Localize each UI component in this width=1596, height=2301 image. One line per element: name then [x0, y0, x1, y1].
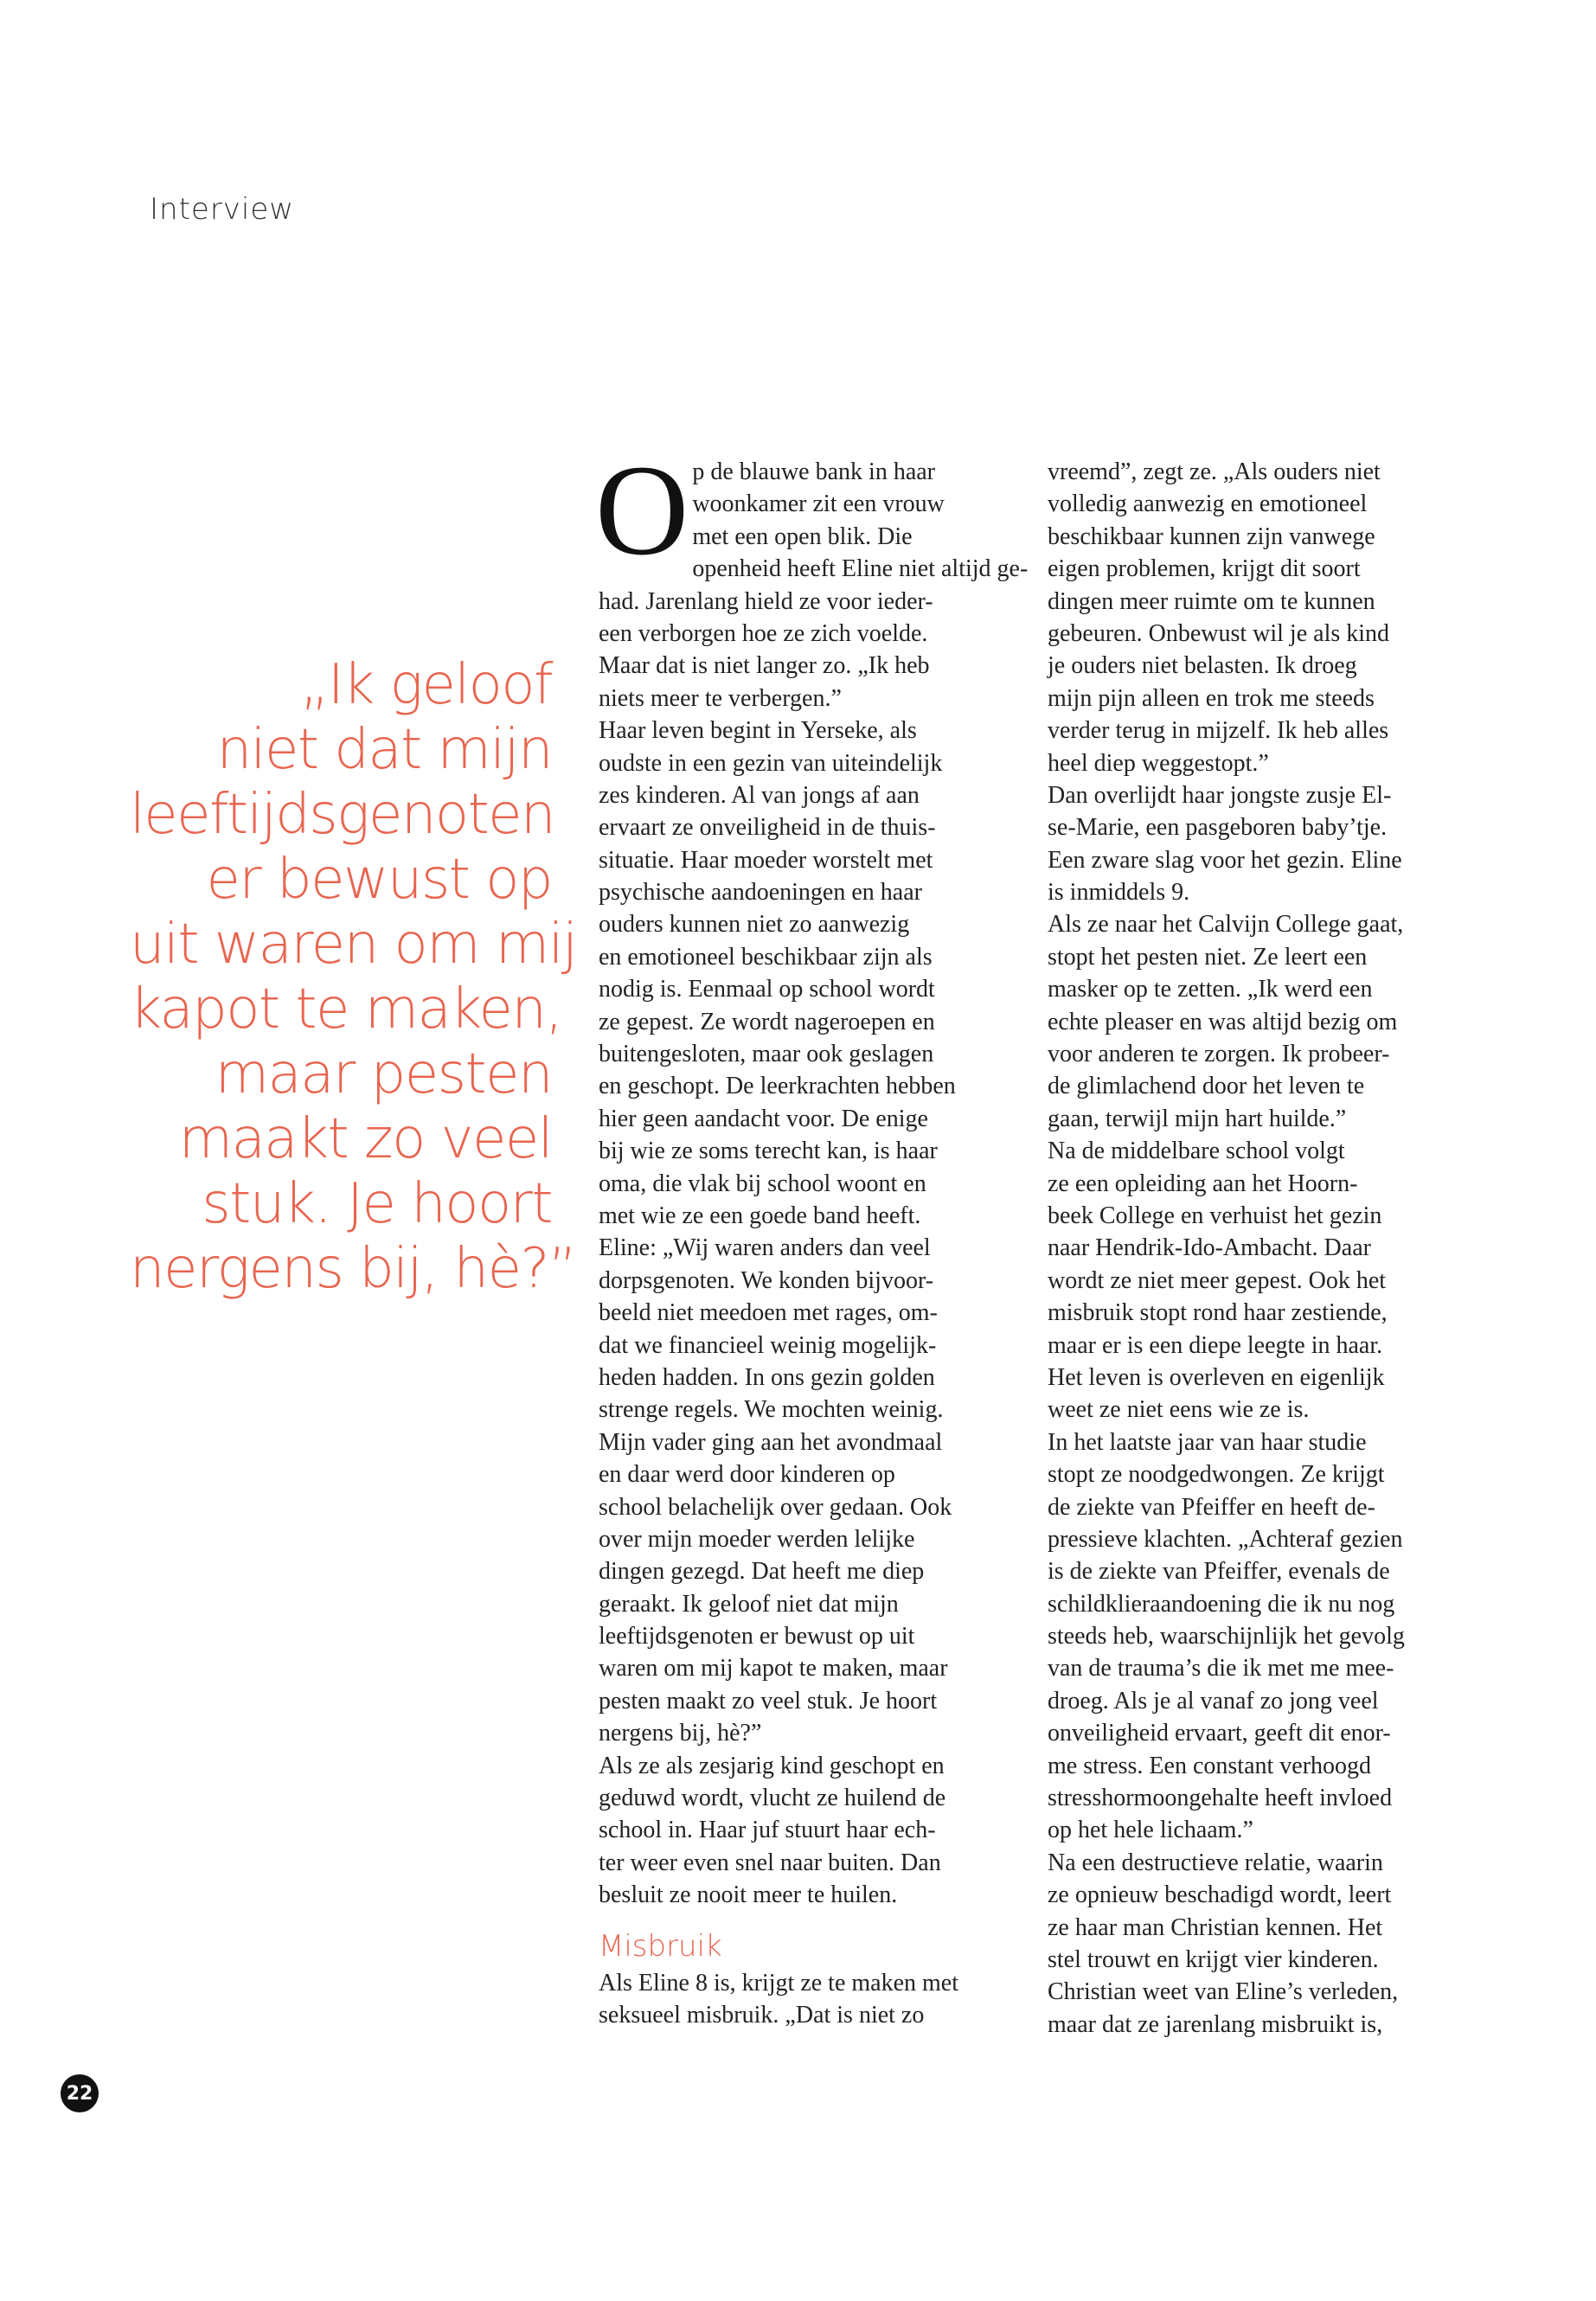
- text-line: Na een destructieve relatie, waarin: [1048, 1849, 1383, 1876]
- page-number-badge: 22: [61, 2074, 99, 2112]
- text-line: verder terug in mijzelf. Ik heb alles: [1048, 717, 1389, 745]
- quote-line: kapot te maken,: [130, 977, 562, 1042]
- text-line: nodig is. Eenmaal op school wordt: [599, 976, 935, 1003]
- text-line: op het hele lichaam.”: [1048, 1817, 1253, 1844]
- text-line: Mijn vader ging aan het avondmaal: [599, 1428, 943, 1456]
- text-line: is inmiddels 9.: [1048, 879, 1190, 907]
- text-line: ze haar man Christian kennen. Het: [1048, 1913, 1383, 1941]
- text-line: geduwd wordt, vlucht ze huilend de: [599, 1785, 946, 1812]
- text-line: besluit ze nooit meer te huilen.: [599, 1881, 898, 1909]
- text-line: van de trauma’s die ik met me mee-: [1048, 1655, 1394, 1682]
- quote-line: er bewust op: [206, 848, 552, 912]
- text-line: droeg. Als je al vanaf zo jong veel: [1048, 1687, 1379, 1715]
- text-line: In het laatste jaar van haar studie: [1048, 1428, 1367, 1456]
- column-1-after-subheading: [599, 1967, 1017, 2032]
- text-line: dingen gezegd. Dat heeft me diep: [599, 1558, 925, 1586]
- text-line: eigen problemen, krijgt dit soort: [1048, 555, 1361, 583]
- text-line: pressieve klachten. „Achteraf gezien: [1048, 1525, 1403, 1553]
- quote-line: niet dat mijn: [216, 718, 552, 782]
- drop-cap: O: [595, 439, 689, 582]
- intro-line: p de blauwe bank in haar: [692, 458, 935, 485]
- text-line: ze opnieuw beschadigd wordt, leert: [1048, 1881, 1392, 1909]
- article-column-2: [1048, 456, 1466, 2041]
- text-line: en emotioneel beschikbaar zijn als: [599, 943, 933, 971]
- text-line: dingen meer ruimte om te kunnen: [1048, 587, 1375, 615]
- text-line: Als ze naar het Calvijn College gaat,: [1048, 911, 1404, 939]
- intro-line: woonkamer zit een vrouw: [692, 490, 945, 518]
- text-line: volledig aanwezig en emotioneel: [1048, 490, 1368, 518]
- text-line: gebeuren. Onbewust wil je als kind: [1048, 619, 1390, 647]
- text-line: school belachelijk over gedaan. Ook: [599, 1493, 952, 1521]
- text-line: schildklieraandoening die ik nu nog: [1048, 1590, 1395, 1618]
- text-line: steeds heb, waarschijnlijk het gevolg: [1048, 1623, 1405, 1650]
- quote-line: maar pesten: [215, 1042, 552, 1106]
- text-line: misbruik stopt rond haar zestiende,: [1048, 1299, 1388, 1327]
- text-line: Haar leven begint in Yerseke, als: [599, 717, 917, 745]
- text-line: situatie. Haar moeder worstelt met: [599, 846, 933, 874]
- text-line: Als Eline 8 is, krijgt ze te maken met: [599, 1969, 959, 1997]
- column-1-body: [599, 553, 1029, 1911]
- text-line: geraakt. Ik geloof niet dat mijn: [599, 1590, 899, 1618]
- text-line: Een zware slag voor het gezin. Eline: [1048, 846, 1402, 874]
- text-line: hier geen aandacht voor. De enige: [599, 1105, 928, 1132]
- text-line: masker op te zetten. „Ik werd een: [1048, 976, 1373, 1003]
- text-line: stopt het pesten niet. Ze leert een: [1048, 943, 1368, 971]
- text-line: naar Hendrik-Ido-Ambacht. Daar: [1048, 1234, 1371, 1262]
- text-line: gaan, terwijl mijn hart huilde.”: [1048, 1105, 1347, 1132]
- text-line: wordt ze niet meer gepest. Ook het: [1048, 1266, 1387, 1294]
- text-line: en geschopt. De leerkrachten hebben: [599, 1073, 956, 1100]
- pull-quote: [130, 653, 577, 1302]
- text-line: dorpsgenoten. We konden bijvoor-: [599, 1266, 934, 1294]
- text-line: ze een opleiding aan het Hoorn-: [1048, 1170, 1358, 1197]
- text-line: dat we financieel weinig mogelijk-: [599, 1331, 937, 1359]
- text-line: se-Marie, een pasgeboren baby’tje.: [1048, 814, 1388, 842]
- text-line: pesten maakt zo veel stuk. Je hoort: [599, 1687, 938, 1715]
- quote-line: „Ik geloof: [300, 653, 552, 717]
- text-line: Als ze als zesjarig kind geschopt en: [599, 1752, 945, 1779]
- text-line: stopt ze noodgedwongen. Ze krijgt: [1048, 1461, 1385, 1489]
- quote-line: maakt zo veel: [178, 1107, 552, 1171]
- text-line: heden hadden. In ons gezin golden: [599, 1363, 935, 1391]
- text-line: over mijn moeder werden lelijke: [599, 1525, 915, 1553]
- text-line: Maar dat is niet langer zo. „Ik heb: [599, 652, 930, 680]
- article-column-1: [595, 439, 1029, 2031]
- text-line: je ouders niet belasten. Ik droeg: [1048, 652, 1357, 680]
- text-line: niets meer te verbergen.”: [599, 684, 842, 712]
- text-line: maar dat ze jarenlang misbruikt is,: [1048, 2010, 1383, 2038]
- text-line: de ziekte van Pfeiffer en heeft de-: [1048, 1493, 1375, 1521]
- text-line: stresshormoongehalte heeft invloed: [1048, 1785, 1393, 1812]
- text-line: ter weer even snel naar buiten. Dan: [599, 1849, 941, 1876]
- text-line: ze gepest. Ze wordt nageroepen en: [599, 1008, 935, 1035]
- quote-line: uit waren om mij: [130, 913, 577, 977]
- text-line: de glimlachend door het leven te: [1048, 1073, 1365, 1100]
- text-line: heel diep weggestopt.”: [1048, 749, 1269, 777]
- text-line: buitengesloten, maar ook geslagen: [599, 1041, 934, 1068]
- text-line: leeftijdsgenoten er bewust op uit: [599, 1623, 915, 1650]
- text-line: ouders kunnen niet zo aanwezig: [599, 911, 910, 939]
- subheading: Misbruik: [599, 1928, 722, 1964]
- text-line: beek College en verhuist het gezin: [1048, 1202, 1382, 1229]
- text-line: en daar werd door kinderen op: [599, 1461, 895, 1489]
- text-line: bij wie ze soms terecht kan, is haar: [599, 1138, 938, 1165]
- text-line: met wie ze een goede band heeft.: [599, 1202, 921, 1229]
- text-line: Het leven is overleven en eigenlijk: [1048, 1363, 1385, 1391]
- text-line: strenge regels. We mochten weinig.: [599, 1396, 944, 1424]
- text-line: stel trouwt en krijgt vier kinderen.: [1048, 1945, 1379, 1973]
- text-line: school in. Haar juf stuurt haar ech-: [599, 1817, 936, 1844]
- text-line: openheid heeft Eline niet altijd ge-: [692, 555, 1029, 583]
- quote-line: nergens bij, hè?”: [130, 1237, 576, 1301]
- text-line: had. Jarenlang hield ze voor ieder-: [599, 587, 933, 615]
- text-line: Eline: „Wij waren anders dan veel: [599, 1234, 931, 1262]
- text-line: seksueel misbruik. „Dat is niet zo: [599, 2001, 925, 2029]
- text-line: beeld niet meedoen met rages, om-: [599, 1299, 938, 1327]
- text-line: onveiligheid ervaart, geeft dit enor-: [1048, 1720, 1391, 1747]
- text-line: is de ziekte van Pfeiffer, evenals de: [1048, 1558, 1390, 1586]
- text-line: mijn pijn alleen en trok me steeds: [1048, 684, 1375, 712]
- text-line: voor anderen te zorgen. Ik probeer-: [1048, 1041, 1390, 1068]
- text-line: Dan overlijdt haar jongste zusje El-: [1048, 781, 1392, 809]
- text-line: vreemd”, zegt ze. „Als ouders niet: [1048, 458, 1381, 485]
- text-line: psychische aandoeningen en haar: [599, 879, 922, 907]
- text-line: beschikbaar kunnen zijn vanwege: [1048, 522, 1375, 550]
- quote-line: stuk. Je hoort: [202, 1172, 552, 1236]
- text-line: maar er is een diepe leegte in haar.: [1048, 1331, 1383, 1359]
- text-line: oma, die vlak bij school woont en: [599, 1170, 926, 1197]
- text-line: Christian weet van Eline’s verleden,: [1048, 1978, 1399, 2006]
- text-line: oudste in een gezin van uiteindelijk: [599, 749, 943, 777]
- text-line: een verborgen hoe ze zich voelde.: [599, 619, 928, 647]
- text-line: weet ze niet eens wie ze is.: [1048, 1396, 1310, 1424]
- text-line: echte pleaser en was altijd bezig om: [1048, 1008, 1398, 1035]
- text-line: Na de middelbare school volgt: [1048, 1138, 1345, 1165]
- text-line: nergens bij, hè?”: [599, 1720, 762, 1747]
- text-line: waren om mij kapot te maken, maar: [599, 1655, 948, 1682]
- text-line: zes kinderen. Al van jongs af aan: [599, 781, 920, 809]
- text-line: me stress. Een constant verhoogd: [1048, 1752, 1372, 1779]
- quote-line: leeftijdsgenoten: [130, 783, 555, 847]
- intro-line: met een open blik. Die: [692, 522, 913, 550]
- section-label: Interview: [150, 192, 295, 227]
- column-2-body: [1048, 456, 1466, 2041]
- text-line: ervaart ze onveiligheid in de thuis-: [599, 814, 936, 842]
